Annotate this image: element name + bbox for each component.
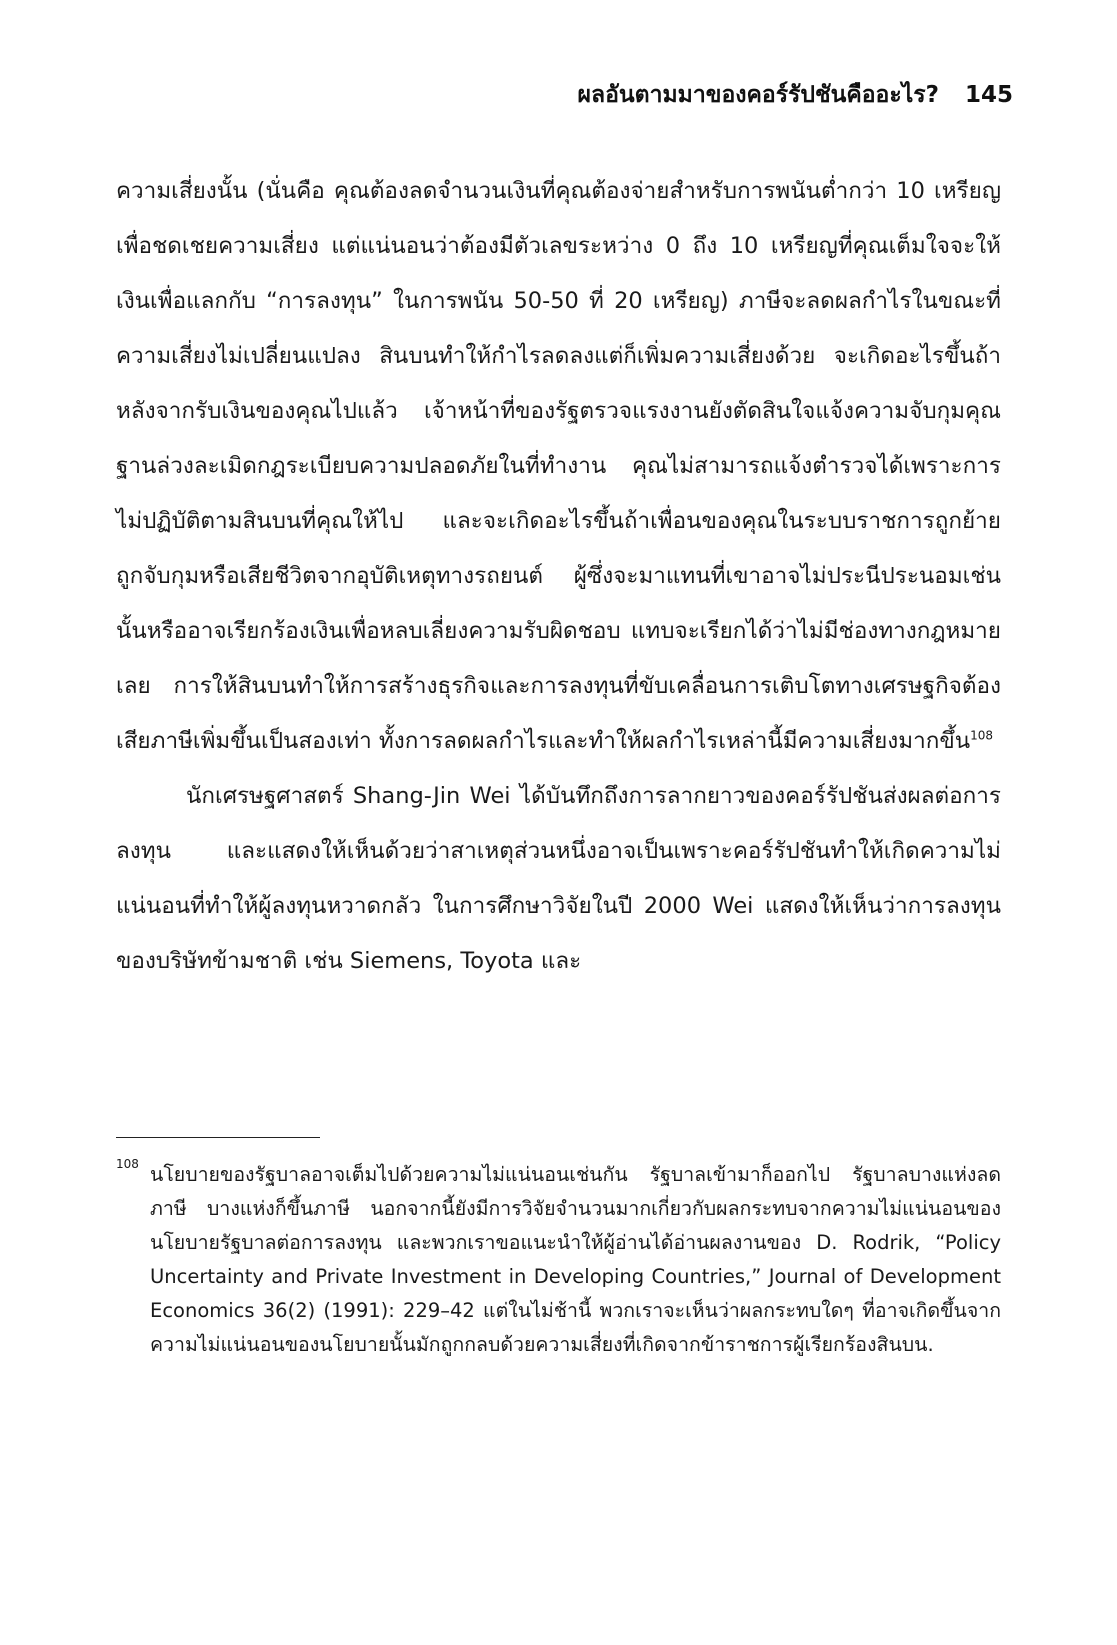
running-header <box>120 78 1013 112</box>
paragraph <box>116 769 1001 989</box>
footnote-divider <box>116 1137 320 1138</box>
body-text <box>116 164 1001 989</box>
paragraph-text: นักเศรษฐศาสตร์ Shang-Jin Wei ได้บันทึกถึงการลากยาวของคอร์รัปชันส่งผลต่อการลงทุน และแสดงให้เห็นด้วยว่าสาเหตุส่วนหนึ่งอาจเป็นเพราะคอร์รัปชันทำให้เกิดความไม่แน่นอนที่ทำให้ผู้ลงทุนหวาดกลัว ในการศึกษาวิจัยในปี 2000 Wei แสดงให้เห็นว่าการลงทุนของบริษัทข้ามชาติ เช่น Siemens, Toyota และ <box>116 783 1001 974</box>
page-number: 145 <box>964 82 1013 108</box>
footnote-text: นโยบายของรัฐบาลอาจเต็มไปด้วยความไม่แน่นอนเช่นกัน รัฐบาลเข้ามาก็ออกไป รัฐบาลบางแห่งลดภาษี บางแห่งก็ขึ้นภาษี นอกจากนี้ยังมีการวิจัยจำนวนมากเกี่ยวกับผลกระทบจากความไม่แน่นอนของนโยบายรัฐบาลต่อการลงทุน และพวกเราขอแนะนำให้ผู้อ่านได้อ่านผลงานของ D. Rodrik, “Policy Uncertainty and Private Investment in Developing Countries,” Journal of Development Economics 36(2) (1991): 229–42 แต่ในไม่ช้านี้ พวกเราจะเห็นว่าผลกระทบใดๆ ที่อาจเกิดขึ้นจากความไม่แน่นอนของนโยบายนั้นมักถูกกลบด้วยความเสี่ยงที่เกิดจากข้าราชการผู้เรียกร้องสินบน. <box>150 1163 1001 1356</box>
footnote-reference[interactable]: 108 <box>970 728 994 743</box>
paragraph-text: ความเสี่ยงนั้น (นั่นคือ คุณต้องลดจำนวนเงินที่คุณต้องจ่ายสำหรับการพนันต่ำกว่า 10 เหรียญเพื่อชดเชยความเสี่ยง แต่แน่นอนว่าต้องมีตัวเลขระหว่าง 0 ถึง 10 เหรียญที่คุณเต็มใจจะให้เงินเพื่อแลกกับ “การลงทุน” ในการพนัน 50-50 ที่ 20 เหรียญ) ภาษีจะลดผลกำไรในขณะที่ความเสี่ยงไม่เปลี่ยนแปลง สินบนทำให้กำไรลดลงแต่ก็เพิ่มความเสี่ยงด้วย จะเกิดอะไรขึ้นถ้าหลังจากรับเงินของคุณไปแล้ว เจ้าหน้าที่ของรัฐตรวจแรงงานยังตัดสินใจแจ้งความจับกุมคุณฐานล่วงละเมิดกฎระเบียบความปลอดภัยในที่ทำงาน คุณไม่สามารถแจ้งตำรวจได้เพราะการไม่ปฏิบัติตามสินบนที่คุณให้ไป และจะเกิดอะไรขึ้นถ้าเพื่อนของคุณในระบบราชการถูกย้าย ถูกจับกุมหรือเสียชีวิตจากอุบัติเหตุทางรถยนต์ ผู้ซึ่งจะมาแทนที่เขาอาจไม่ประนีประนอมเช่นนั้นหรืออาจเรียกร้องเงินเพื่อหลบเลี่ยงความรับผิดชอบ แทบจะเรียกได้ว่าไม่มีช่องทางกฎหมายเลย การให้สินบนทำให้การสร้างธุรกิจและการลงทุนที่ขับเคลื่อนการเติบโตทางเศรษฐกิจต้องเสียภาษีเพิ่มขึ้นเป็นสองเท่า ทั้งการลดผลกำไรและทำให้ผลกำไรเหล่านี้มีความเสี่ยงมากขึ้น <box>116 178 1001 754</box>
footnote <box>116 1158 1001 1362</box>
chapter-title: ผลอันตามมาของคอร์รัปชันคืออะไร? <box>577 82 939 108</box>
footnote-number: 108 <box>116 1157 139 1171</box>
paragraph <box>116 164 1001 769</box>
